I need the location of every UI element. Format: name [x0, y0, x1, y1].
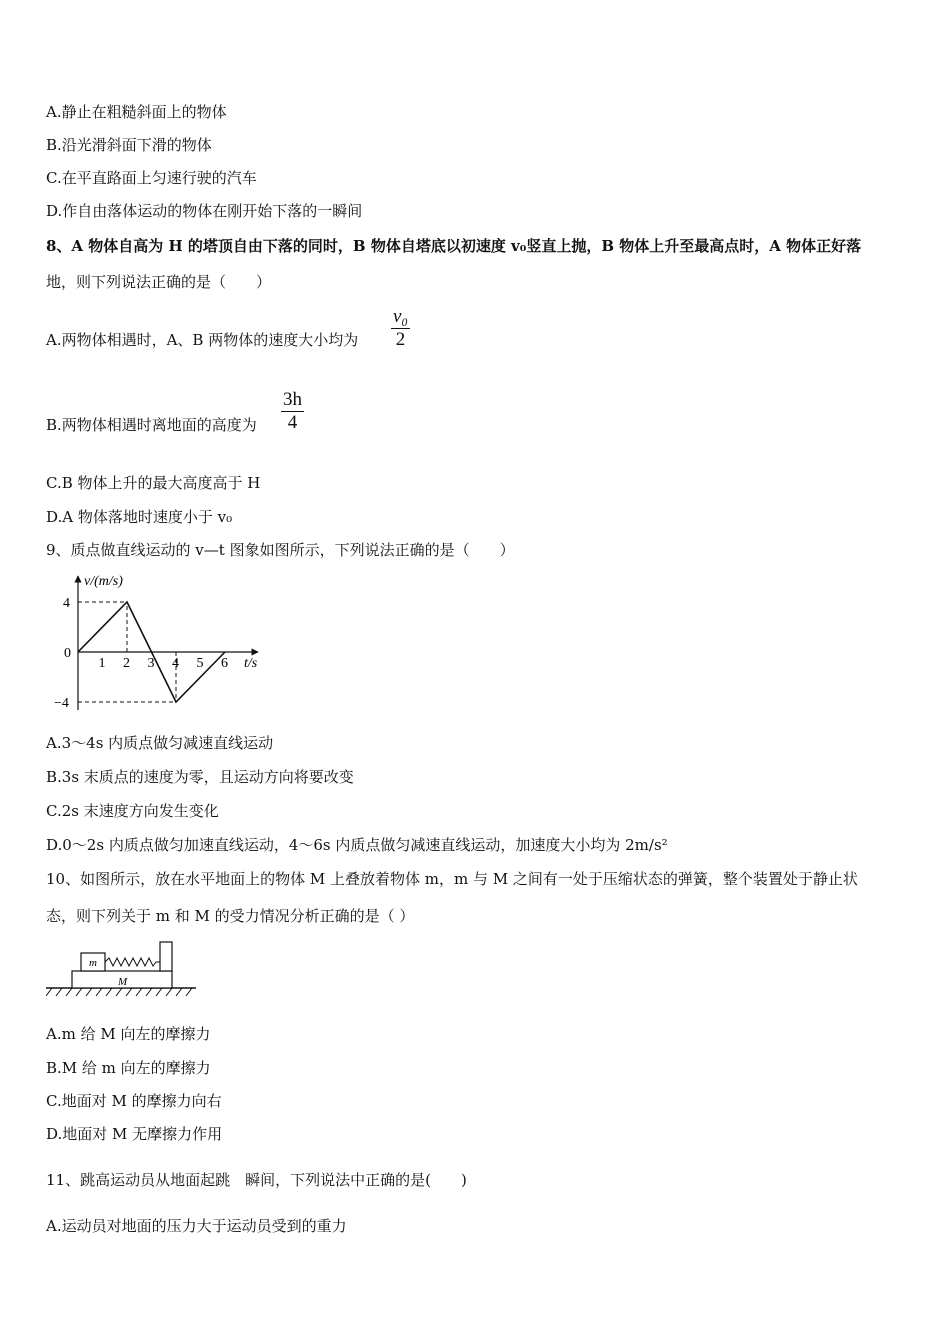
- small-block-label: m: [89, 957, 97, 969]
- q8-option-d: D.A 物体落地时速度小于 v₀: [46, 508, 233, 526]
- q8-option-a-fraction: [391, 306, 410, 351]
- q9-option-a: A.3～4s 内质点做匀减速直线运动: [46, 734, 274, 752]
- q7-option-d: D.作自由落体运动的物体在刚开始下落的一瞬间: [46, 202, 363, 220]
- x-tick-label: 6: [221, 656, 228, 671]
- q10-stem-line2: 态，则下列关于 m 和 M 的受力情况分析正确的是（ ）: [46, 907, 415, 925]
- origin-label: 0: [64, 646, 71, 661]
- y-tick-label: −4: [54, 696, 69, 711]
- q10-stem-line1: 10、如图所示，放在水平地面上的物体 M 上叠放着物体 m，m 与 M 之间有一处于压缩状态的弹簧，整个装置处于静止状: [46, 870, 858, 888]
- fraction-numerator: 3h: [283, 389, 302, 410]
- q8-option-b: B.两物体相遇时离地面的高度为: [46, 416, 257, 434]
- block-M-wall: [160, 942, 172, 971]
- y-axis-label: v/(m/s): [84, 574, 123, 589]
- q8-option-a: A.两物体相遇时，A、B 两物体的速度大小均为: [46, 331, 359, 349]
- q10-option-c: C.地面对 M 的摩擦力向右: [46, 1092, 222, 1110]
- q9-option-c: C.2s 末速度方向发生变化: [46, 802, 219, 820]
- fraction-numerator: v₀: [393, 306, 409, 327]
- ground-hatching: [46, 988, 192, 996]
- q10-option-d: D.地面对 M 无摩擦力作用: [46, 1125, 223, 1143]
- x-tick-label: 2: [123, 656, 130, 671]
- fraction-denominator: 2: [395, 329, 406, 350]
- compressed-spring: [105, 958, 160, 966]
- q7-option-c: C.在平直路面上匀速行驶的汽车: [46, 169, 257, 187]
- x-tick-label: 1: [98, 656, 106, 671]
- x-tick-label: 3: [147, 656, 155, 671]
- x-tick-label: 4: [172, 656, 179, 671]
- q8-option-c: C.B 物体上升的最大高度高于 H: [46, 474, 261, 492]
- vt-graph: [46, 568, 276, 720]
- q8-stem-line1: 8、A 物体自高为 H 的塔顶自由下落的同时，B 物体自塔底以初速度 v₀竖直上抛，B 物体上升至最高点时，A 物体正好落: [46, 237, 862, 255]
- q8-option-b-fraction: [281, 389, 304, 434]
- x-axis-label: t/s: [244, 656, 258, 671]
- q11-stem: 11、跳高运动员从地面起跳 瞬间，下列说法中正确的是( ): [46, 1171, 467, 1189]
- fraction-denominator: 4: [287, 412, 298, 433]
- y-tick-label: 4: [63, 596, 70, 611]
- q8-stem-line2: 地，则下列说法正确的是（ ）: [46, 273, 272, 291]
- q10-option-a: A.m 给 M 向左的摩擦力: [46, 1025, 211, 1043]
- q9-option-d: D.0～2s 内质点做匀加速直线运动，4～6s 内质点做匀减速直线运动，加速度大小均为 2m/s²: [46, 836, 668, 854]
- big-block-label: M: [118, 976, 128, 988]
- spring-blocks-figure: [46, 938, 200, 1000]
- q11-option-a: A.运动员对地面的压力大于运动员受到的重力: [46, 1217, 347, 1235]
- q9-stem: 9、质点做直线运动的 v—t 图象如图所示，下列说法正确的是（ ）: [46, 541, 515, 559]
- q7-option-a: A.静止在粗糙斜面上的物体: [46, 103, 227, 121]
- q9-option-b: B.3s 末质点的速度为零，且运动方向将要改变: [46, 768, 354, 786]
- x-tick-label: 5: [196, 656, 204, 671]
- q7-option-b: B.沿光滑斜面下滑的物体: [46, 136, 212, 154]
- q10-option-b: B.M 给 m 向左的摩擦力: [46, 1059, 211, 1077]
